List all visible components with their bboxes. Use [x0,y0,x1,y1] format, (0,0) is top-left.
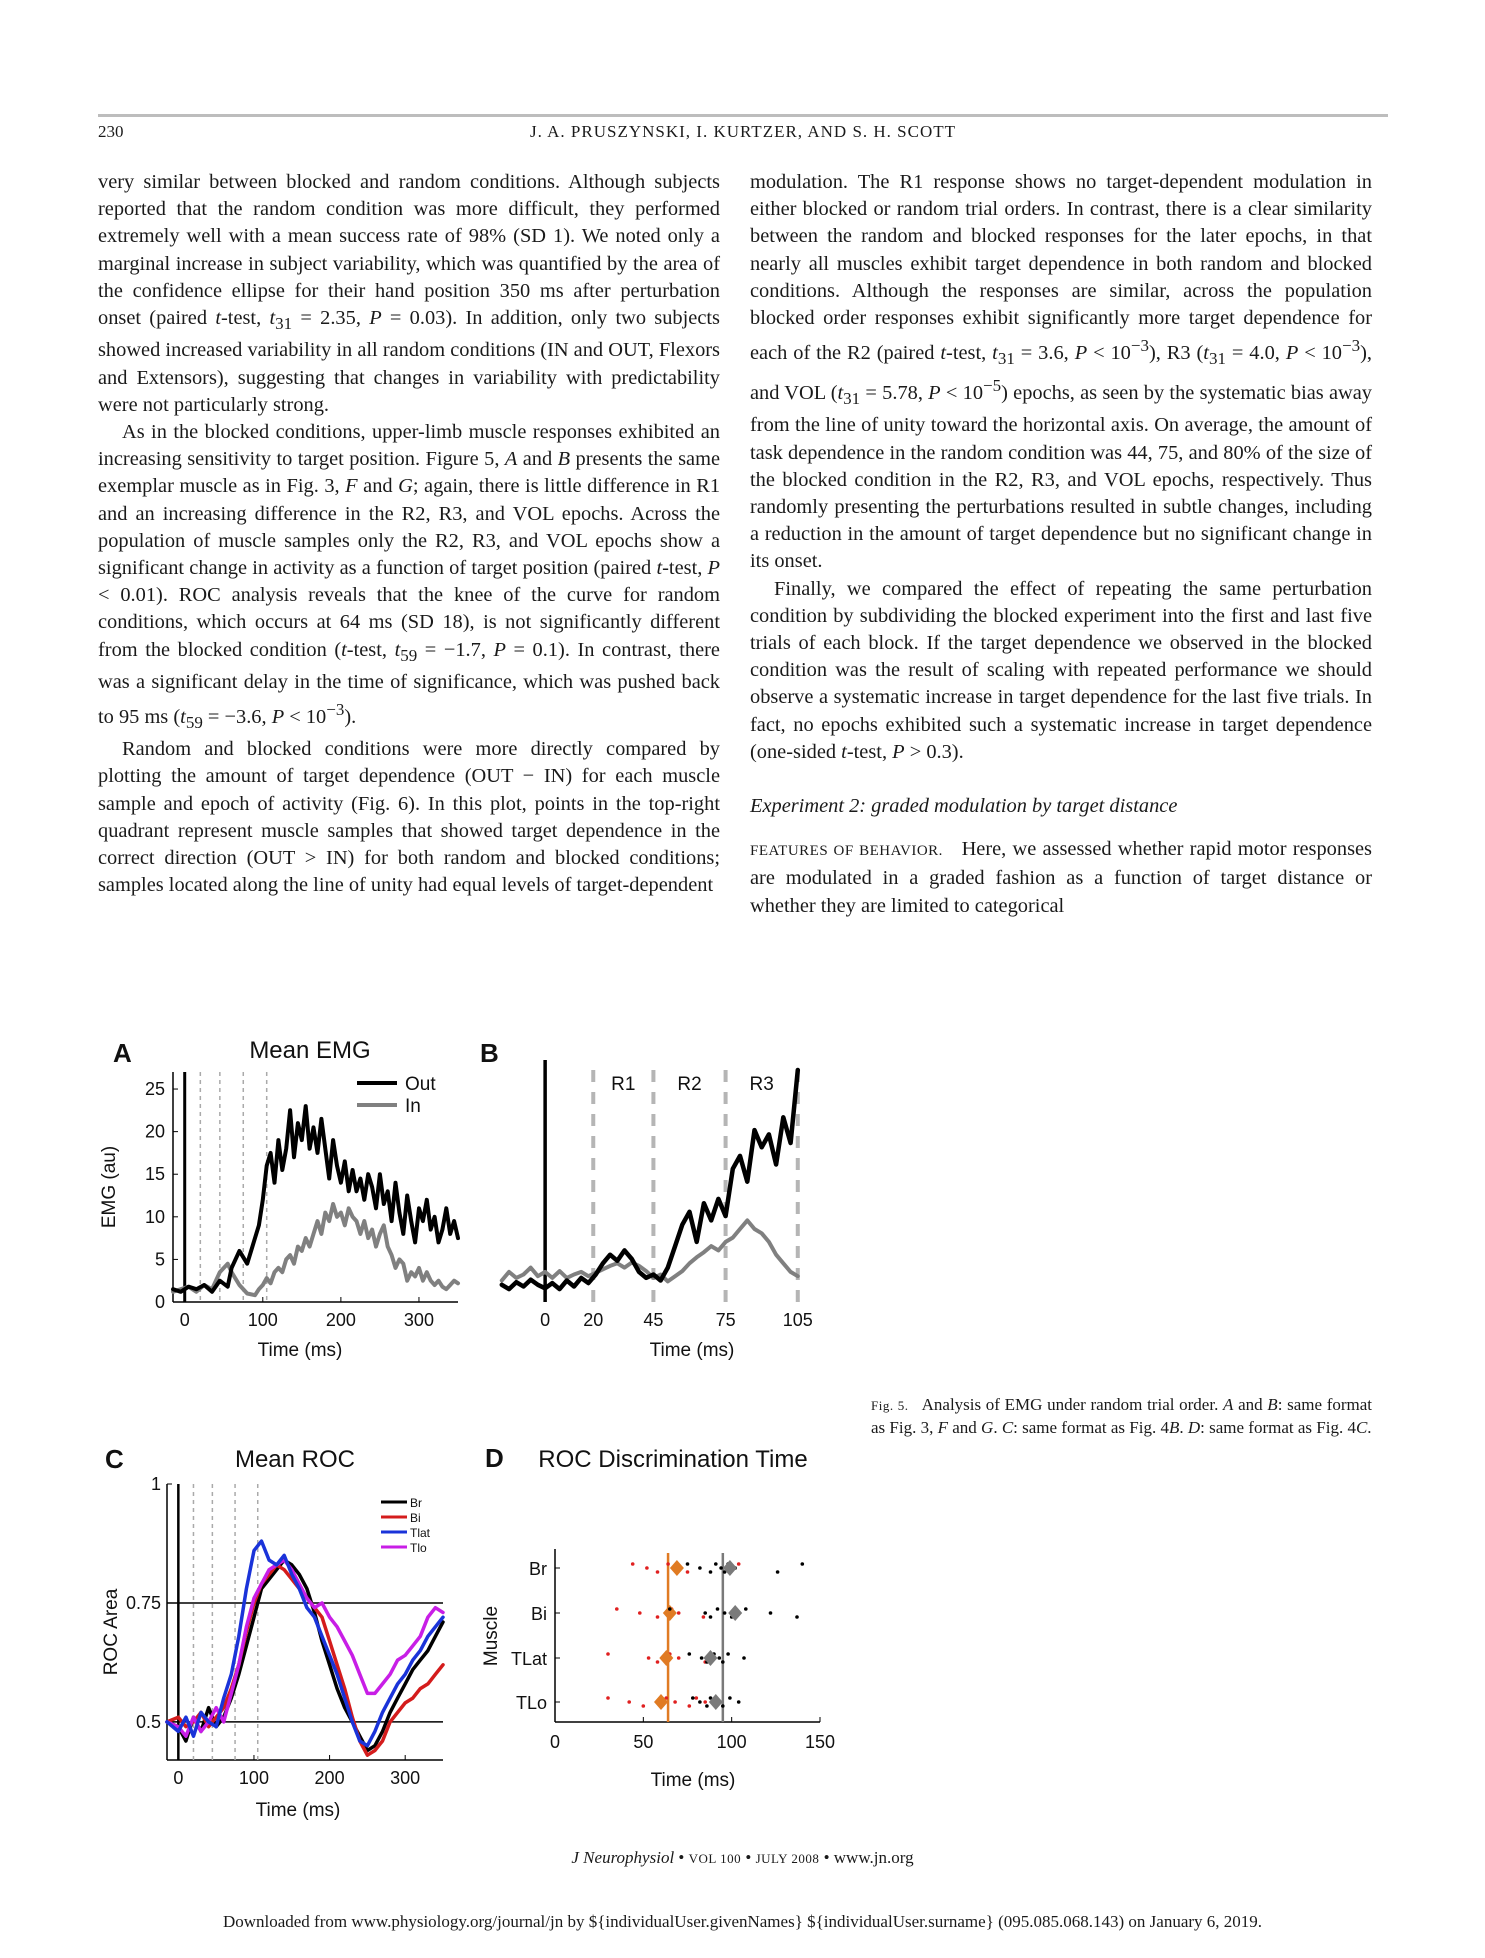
x-axis-label: Time (ms) [649,1340,735,1361]
figure-5 [95,1022,855,1832]
data-point-random [677,1656,681,1660]
x-axis-label: Time (ms) [257,1340,343,1361]
data-point-blocked [742,1656,746,1660]
legend-label-br: Br [410,1496,422,1510]
y-tick-label: 10 [144,1206,165,1227]
y-tick-label: 0 [154,1292,165,1312]
data-point-blocked [801,1562,805,1566]
paragraph: very similar between blocked and random conditions. Although subjects reported that the random condition was more difficult, they performed extremely well with a mean success rate of 98% (SD 1). We noted only a marginal increase in subject variability, which was quantified by the area of the confidence ellipse for their hand position 350 ms after perturbation onset (paired t-test, $t_{31} = 2.35$, P = 0.03). In addition, only two subjects showed increased variability in all random conditions (IN and OUT, Flexors and Extensors), suggesting that changes in variability with predictability were not particularly strong. [98,171,720,416]
data-point-blocked [721,1704,725,1708]
paragraph: As in the blocked conditions, upper-limb muscle responses exhibited an increasing sensitivity to target position. Figure 5, A and B presents the same exemplar muscle as in Fig. 3, F and G; again, there is little difference in R1 and an increasing difference in the R2, R3, and VOL epochs. Across the population of muscle samples only the R2, R3, and VOL epochs show a significant change in activity as a function of target position (paired t-test, P < 0.01). ROC analysis reveals that the knee of the curve for random conditions, which occurs at 64 ms (SD 18), is not significantly different from the blocked condition (t-test, $t_{59} = -1.7$, P = 0.1). In contrast, there was a significant delay in the time of significance, which was pushed back to 95 ms ($t_{59} = -3.6$, $P < 10^{-3}$). [98,420,721,732]
x-tick-label: 0 [549,1732,561,1752]
data-point-random [677,1611,681,1615]
data-point-random [631,1562,635,1566]
paragraph-text: Here, we assessed whether rapid motor responses are modulated in a graded fashion as a function of target distance or whether they are limited to categorical [750,838,1372,917]
x-tick-label: 300 [390,1768,421,1788]
y-axis-label: EMG (au) [99,1145,120,1229]
data-point-blocked [709,1615,713,1619]
paragraph: Random and blocked conditions were more directly compared by plotting the amount of target dependence (OUT − IN) for each muscle sample and epoch of activity (Fig. 6). In this plot, points in the top-right quadrant represent muscle samples that showed target dependence in the correct direction (OUT > IN) for both random and blocked conditions; samples located along the line of unity had equal levels of target-dependent [98,738,720,897]
y-tick-label: 0.75 [125,1592,161,1613]
data-point-random [656,1570,660,1574]
running-header [98,122,1388,146]
x-tick-label: 75 [715,1310,736,1330]
data-point-blocked [737,1700,741,1704]
y-tick-label: 25 [144,1079,165,1100]
data-point-random [656,1615,660,1619]
y-tick-label: 1 [150,1474,161,1494]
data-point-random [645,1566,649,1570]
data-point-blocked [686,1562,690,1566]
data-point-blocked [698,1566,702,1570]
data-point-random [627,1700,631,1704]
journal-name: J Neurophysiol [571,1848,675,1867]
paragraph: Finally, we compared the effect of repeating the same perturbation condition by subdividing the blocked experiment into the first and last five trials of each block. If the target dependence we observed in the blocked condition was the result of scaling with repeated performance we should observe a systematic increase in target dependence for the last five trials. In fact, no epochs exhibited such a systematic increase in target dependence (one-sided t-test, P > 0.3). [750,577,1372,763]
y-tick-label: 0.5 [135,1711,161,1732]
x-tick-label: 20 [583,1310,604,1330]
page-number: 230 [98,122,124,141]
panel-letter-b: B [480,1038,499,1068]
data-point-blocked [688,1652,692,1656]
data-point-blocked [721,1660,725,1664]
data-point-random [688,1704,692,1708]
legend-label-out: Out [405,1074,436,1095]
data-point-random [703,1700,707,1704]
data-point-blocked [723,1611,727,1615]
legend-label-tlat: Tlat [410,1526,431,1540]
chart-title: ROC Discrimination Time [538,1446,808,1473]
panel-letter-d: D [485,1443,504,1473]
data-point-blocked [719,1566,723,1570]
legend-label-in: In [405,1096,421,1117]
data-point-random [647,1656,651,1660]
mean-marker-random [659,1650,673,1666]
data-point-random [606,1696,610,1700]
x-tick-label: 100 [238,1768,269,1788]
data-point-blocked [728,1696,732,1700]
data-point-random [695,1696,699,1700]
x-tick-label: 105 [782,1310,813,1330]
x-axis-label: Time (ms) [255,1800,341,1821]
x-tick-label: 100 [716,1732,747,1752]
epoch-label-r2: R2 [677,1074,702,1095]
x-tick-label: 100 [247,1310,278,1330]
paragraph [750,836,1372,920]
data-point-random [666,1562,670,1566]
y-tick-label-tlo: TLo [515,1693,547,1713]
figure-canvas [95,1022,855,1832]
epoch-label-r3: R3 [749,1074,774,1095]
data-point-blocked [698,1700,702,1704]
y-axis-label: Muscle [481,1605,502,1667]
y-axis-label: ROC Area [101,1588,122,1676]
x-tick-label: 300 [403,1310,434,1330]
data-point-random [656,1660,660,1664]
header-rule [98,114,1388,117]
data-point-random [606,1652,610,1656]
data-point-random [702,1615,706,1619]
mean-marker-random [670,1560,684,1576]
series-line-tlat [167,1541,443,1746]
data-point-blocked [726,1652,730,1656]
paragraph: modulation. The R1 response shows no target-dependent modulation in either blocked or random trial orders. In contrast, there is a clear similarity between the random and blocked responses for the later epochs, in that nearly all muscles exhibit target dependence in both random and blocked conditions. Although the responses are similar, across the population blocked order responses exhibit significantly more target dependence for each of the R2 (paired t-test, $t_{31} = 3.6$, $P < 10^{-3}$), R3 ($t_{31} = 4.0$, $P < 10^{-3}$), and VOL ($t_{31} = 5.78$, $P < 10^{-5}$) epochs, as seen by the systematic bias away from the line of unity toward the horizontal axis. On average, the amount of task dependence in the random condition was 44, 75, and 80% of the size of the blocked condition in the R2, R3, and VOL epochs, respectively. Thus randomly presenting the perturbations resulted in subtle changes, including a reduction in the amount of target dependence but no significant change in its onset. [750,171,1372,573]
running-authors: J. A. PRUSZYNSKI, I. KURTZER, AND S. H. SCOTT [529,122,957,141]
chart-title: Mean EMG [249,1037,371,1064]
download-notice: Downloaded from www.physiology.org/journal/jn by ${individualUser.givenNames} ${individualUser.surname} (095.085.068.143) on January 6, 2019. [222,1912,1263,1931]
page-footer: J Neurophysiol • VOL 100 • JULY 2008 • www.jn.org [571,1848,914,1867]
data-point-blocked [714,1562,718,1566]
mean-marker-blocked [728,1605,742,1621]
y-tick-label: 20 [144,1121,165,1142]
y-tick-label-br: Br [529,1559,547,1579]
legend-label-tlo: Tlo [410,1541,427,1555]
right-column [750,169,1372,920]
y-tick-label-bi: Bi [530,1604,547,1624]
data-point-random [686,1570,690,1574]
x-tick-label: 45 [643,1310,664,1330]
x-axis-label: Time (ms) [650,1770,736,1791]
data-point-random [615,1607,619,1611]
data-point-blocked [744,1607,748,1611]
data-point-blocked [716,1607,720,1611]
caption-label: Fig. 5. [871,1398,909,1413]
caption-text: Analysis of EMG under random trial order. A and B: same format as Fig. 3, F and G. C: same format as Fig. 4B. D: same format as Fig. 4C. [871,1395,1373,1437]
x-tick-label: 50 [633,1732,654,1752]
x-tick-label: 200 [314,1768,345,1788]
data-point-random [737,1562,741,1566]
data-point-blocked [700,1656,704,1660]
y-tick-label-tlat: TLat [510,1649,547,1669]
data-point-blocked [668,1607,672,1611]
data-point-blocked [795,1615,799,1619]
x-tick-label: 200 [325,1310,356,1330]
epoch-label-r1: R1 [611,1074,636,1095]
y-tick-label: 5 [154,1249,165,1270]
data-point-blocked [709,1570,713,1574]
left-column [98,169,720,899]
journal-volume: VOL 100 [688,1851,742,1866]
y-tick-label: 15 [144,1164,165,1185]
x-tick-label: 0 [173,1768,184,1788]
legend-label-bi: Bi [410,1511,421,1525]
panel-letter-a: A [113,1038,132,1068]
series-line-in [173,1204,458,1295]
data-point-random [673,1700,677,1704]
panel-letter-c: C [105,1444,124,1474]
chart-title: Mean ROC [234,1446,356,1473]
data-point-random [638,1611,642,1615]
x-tick-label: 0 [540,1310,551,1330]
journal-date: JULY 2008 [755,1851,820,1866]
run-in-heading: FEATURES OF BEHAVIOR. [750,843,943,860]
data-point-blocked [703,1611,707,1615]
figure-caption [871,1394,1372,1439]
x-tick-label: 150 [804,1732,836,1752]
data-point-blocked [705,1704,709,1708]
data-point-blocked [718,1656,722,1660]
x-tick-label: 0 [179,1310,190,1330]
data-point-blocked [691,1696,695,1700]
data-point-random [642,1704,646,1708]
data-point-blocked [769,1611,773,1615]
journal-site: www.jn.org [833,1848,914,1867]
section-heading: Experiment 2: graded modulation by target distance [750,795,1178,818]
series-line-out [173,1106,458,1292]
data-point-blocked [776,1570,780,1574]
